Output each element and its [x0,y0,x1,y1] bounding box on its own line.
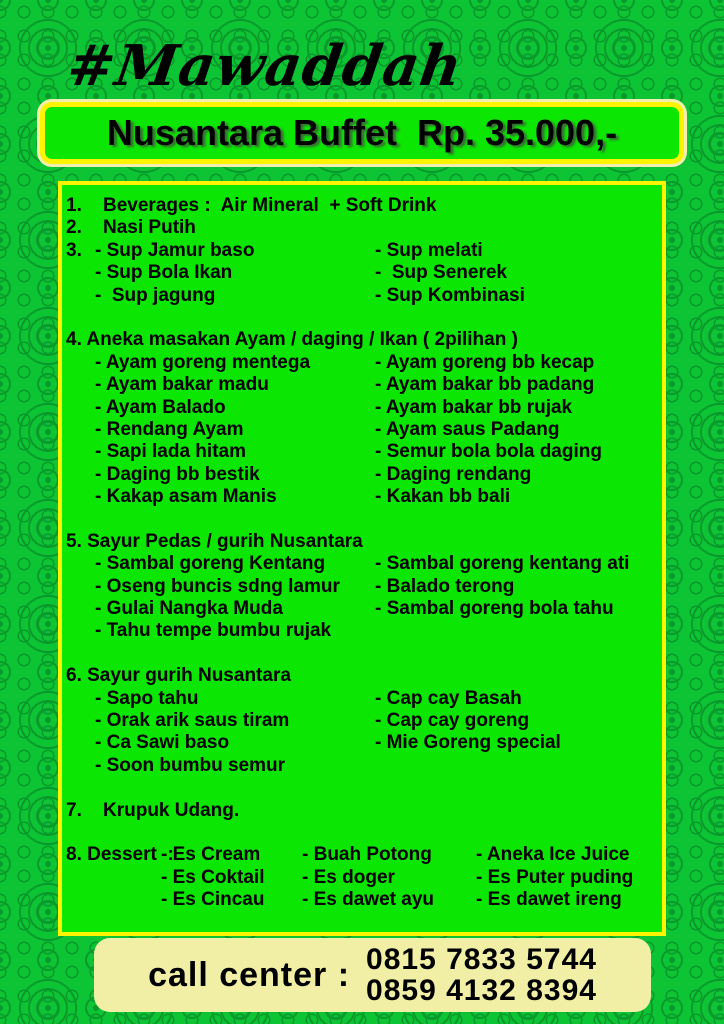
spacer-row [62,508,662,530]
menu-col-left: - Sapi lada hitam [95,441,246,463]
menu-line [62,620,662,642]
section-heading: 8. Dessert : [66,844,174,866]
dessert-col-2: - Es dawet ayu [302,889,434,911]
menu-col-left: - Sup Bola Ikan [95,262,233,284]
menu-line [62,419,662,441]
menu-line [62,800,662,822]
menu-col-left: - Ca Sawi baso [95,732,230,754]
section-heading: 4. Aneka masakan Ayam / daging / Ikan ( 2pilihan ) [66,329,518,351]
item-text: Nasi Putih [103,217,196,239]
menu-line [62,867,662,889]
menu-line [62,732,662,754]
item-text: Beverages : Air Mineral + Soft Drink [103,195,437,216]
menu-line [62,329,662,351]
menu-col-left: - Tahu tempe bumbu rujak [95,620,332,642]
dessert-col-3: - Es Puter puding [476,866,634,888]
menu-line [62,553,662,575]
menu-col-left: - Sup Jamur baso [95,239,255,261]
menu-line [62,240,662,262]
dessert-col-1: - Es Cincau [161,889,265,911]
menu-col-right: - Semur bola bola daging [375,441,602,463]
menu-col-left: - Orak arik saus tiram [95,709,290,731]
menu-col-left: - Rendang Ayam [95,418,244,440]
menu-col-left: - Sapo tahu [95,687,199,709]
menu-line [62,285,662,307]
spacer-row [62,643,662,665]
menu-col-left: - Ayam bakar madu [95,374,269,396]
menu-col-right: - Ayam bakar bb rujak [375,396,573,418]
menu-col-left: - Gulai Nangka Muda [95,598,283,620]
menu-col-right: - Ayam bakar bb padang [375,374,595,396]
item-text: Krupuk Udang. [103,799,240,821]
call-center-label: call center : [148,955,351,994]
menu-col-left: - Oseng buncis sdng lamur [95,575,340,597]
spacer-row [62,307,662,329]
menu-col-right: - Balado terong [375,575,515,597]
menu-col-right: - Sambal goreng kentang ati [375,553,630,575]
banner-price: Rp. 35.000,- [416,112,618,153]
item-number: 2. [66,217,82,239]
menu-col-right: - Sambal goreng bola tahu [375,598,614,620]
banner-title: Nusantara Buffet [106,112,397,153]
menu-col-left: - Sambal goreng Kentang [95,553,326,575]
menu-col-right: - Sup Kombinasi [375,284,525,306]
price-banner [40,102,684,164]
menu-col-left: - Kakap asam Manis [95,486,277,508]
dessert-col-2: - Es doger [302,866,395,888]
item-number: 3. [66,239,82,261]
menu-line [62,844,662,866]
menu-line [62,889,662,911]
menu-col-left: - Ayam goreng mentega [95,351,311,373]
menu-col-right: - Ayam saus Padang [375,418,560,440]
menu-col-right: - Cap cay goreng [375,709,530,731]
dessert-col-3: - Aneka Ice Juice [476,844,630,866]
menu-line [62,598,662,620]
dessert-col-1: - Es Cream [161,844,261,866]
menu-line [62,262,662,284]
phone-number: 0815 7833 5744 [366,943,597,976]
menu-panel [58,181,666,936]
menu-line [62,710,662,732]
phone-numbers [366,944,597,1006]
menu-col-left: - Sup jagung [95,284,216,306]
menu-col-left: - Ayam Balado [95,396,226,418]
menu-line [62,441,662,463]
item-number: 7. [66,799,82,821]
menu-line [62,217,662,239]
menu-line [62,755,662,777]
menu-line [62,352,662,374]
menu-line [62,486,662,508]
menu-line [62,576,662,598]
menu-col-right: - Sup Senerek [375,262,507,284]
item-number: 1. [66,195,82,216]
menu-col-right: - Cap cay Basah [375,687,522,709]
menu-col-right: - Sup melati [375,239,483,261]
dessert-col-2: - Buah Potong [302,844,432,866]
spacer-row [62,822,662,844]
section-heading: 5. Sayur Pedas / gurih Nusantara [66,530,363,552]
menu-line [62,195,662,217]
spacer-row [62,777,662,799]
dessert-col-1: - Es Coktail [161,866,265,888]
menu-line [62,374,662,396]
menu-line [62,688,662,710]
menu-line [62,397,662,419]
menu-line [62,665,662,687]
dessert-col-3: - Es dawet ireng [476,889,622,911]
menu-line [62,531,662,553]
menu-col-right: - Mie Goreng special [375,732,561,754]
section-heading: 6. Sayur gurih Nusantara [66,665,291,687]
menu-col-right: - Daging rendang [375,463,532,485]
menu-col-right: - Ayam goreng bb kecap [375,351,595,373]
call-center-plate [94,938,651,1012]
phone-number: 0859 4132 8394 [366,974,597,1007]
menu-col-right: - Kakan bb bali [375,486,511,508]
menu-col-left: - Daging bb bestik [95,463,260,485]
menu-col-left: - Soon bumbu semur [95,754,285,776]
brand-title: #Mawaddah [63,33,467,99]
menu-line [62,464,662,486]
